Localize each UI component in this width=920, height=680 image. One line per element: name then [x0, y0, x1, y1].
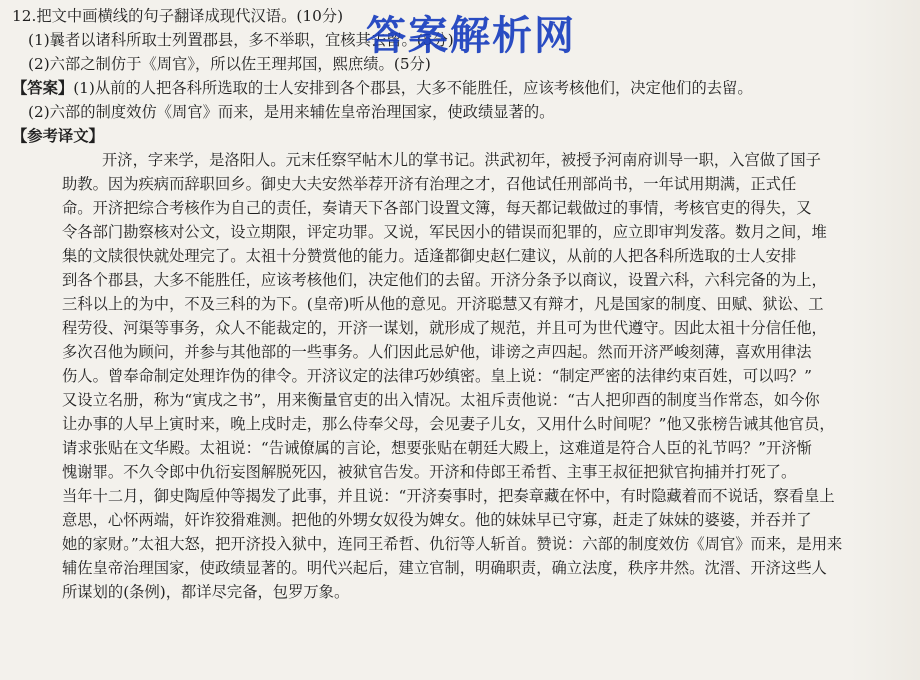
- translation-line: 当年十二月，御史陶垕仲等揭发了此事，并且说：“开济奏事时，把奏章藏在怀中，有时隐藏着而不说话，察看皇上: [62, 487, 835, 505]
- question-item-1: (1)曩者以诸科所取士列置郡县，多不举职，宜核其去留。(5分): [28, 31, 454, 49]
- translation-line: 开济，字来学，是洛阳人。元末任察罕帖木儿的掌书记。洪武初年，被授予河南府训导一职，入宫做了国子: [102, 151, 821, 169]
- translation-line: 意思，心怀两端，奸诈狡猾难测。把他的外甥女奴役为婢女。他的妹妹早已守寡，赶走了妹妹的婆婆，并吞并了: [62, 511, 812, 529]
- answer-line-2: (2)六部的制度效仿《周官》而来，是用来辅佐皇帝治理国家，使政绩显著的。: [28, 103, 555, 121]
- translation-line: 程劳役、河渠等事务，众人不能裁定的，开济一谋划，就形成了规范，并且可为世代遵守。因此太祖十分信任他，: [62, 319, 827, 337]
- translation-line: 所谋划的(条例)，都详尽完备，包罗万象。: [62, 583, 350, 601]
- watermark-logo: 答案解析网: [366, 13, 576, 59]
- translation-line: 愧谢罪。不久令郎中仇衍妄图解脱死囚，被狱官告发。开济和侍郎王希哲、主事王叔征把狱官拘捕并打死了。: [62, 463, 797, 481]
- translation-line: 多次召他为顾问，并参与其他部的一些事务。人们因此忌妒他，诽谤之声四起。然而开济严峻刻薄，喜欢用律法: [62, 343, 812, 361]
- translation-line: 让办事的人早上寅时来，晚上戌时走，那么侍奉父母，会见妻子儿女，又用什么时间呢？”他又张榜告诫其他官员，: [62, 415, 835, 433]
- answer-label: 【答案】: [12, 79, 74, 97]
- translation-line: 请求张贴在文华殿。太祖说：“告诫僚属的言论，想要张贴在朝廷大殿上，这难道是符合人臣的礼节吗？”开济惭: [62, 439, 812, 457]
- translation-line: 集的文牍很快就处理完了。太祖十分赞赏他的能力。适逢都御史赵仁建议，从前的人把各科所选取的士人安排: [62, 247, 797, 265]
- translation-label: 【参考译文】: [12, 127, 104, 145]
- translation-line: 她的家财。”太祖大怒，把开济投入狱中，连同王希哲、仇衍等人斩首。赞说：六部的制度效仿《周官》而来，是用来: [62, 535, 843, 553]
- question-item-2: (2)六部之制仿于《周官》，所以佐王理邦国，熙庶绩。(5分): [28, 55, 431, 73]
- translation-line: 伤人。曾奉命制定处理诈伪的律令。开济议定的法律巧妙缜密。皇上说：“制定严密的法律约束百姓，可以吗？”: [62, 367, 812, 385]
- translation-line: 令各部门勘察核对公文，设立期限，评定功罪。又说，军民因小的错误而犯罪的，应立即审判发落。数月之间，堆: [62, 223, 827, 241]
- answer-text-1: (1)从前的人把各科所选取的士人安排到各个郡县，大多不能胜任，应该考核他们，决定他们的去留。: [73, 79, 753, 97]
- translation-line: 助教。因为疾病而辞职回乡。御史大夫安然举荐开济有治理之才，召他试任刑部尚书，一年试用期满，正式任: [62, 175, 797, 193]
- translation-line: 三科以上的为中，不及三科的为下。(皇帝)听从他的意见。开济聪慧又有辩才，凡是国家的制度、田赋、狱讼、工: [62, 295, 824, 313]
- translation-line: 命。开济把综合考核作为自己的责任，奏请天下各部门设置文簿，每天都记载做过的事情，考核官吏的得失，又: [62, 199, 812, 217]
- translation-line: 到各个郡县，大多不能胜任，应该考核他们，决定他们的去留。开济分条予以商议，设置六科，六科完备的为上，: [62, 271, 827, 289]
- translation-line: 又设立名册，称为“寅戌之书”，用来衡量官吏的出入情况。太祖斥责他说：“古人把卯酉的制度当作常态，如今你: [62, 391, 820, 409]
- translation-line: 辅佐皇帝治理国家，使政绩显著的。明代兴起后，建立官制，明确职责，确立法度，秩序井然。沈溍、开济这些人: [62, 559, 827, 577]
- answer-line-1: [12, 76, 912, 100]
- question-title: 12.把文中画横线的句子翻译成现代汉语。(10分): [12, 7, 344, 25]
- page-edge-shadow: [850, 0, 920, 680]
